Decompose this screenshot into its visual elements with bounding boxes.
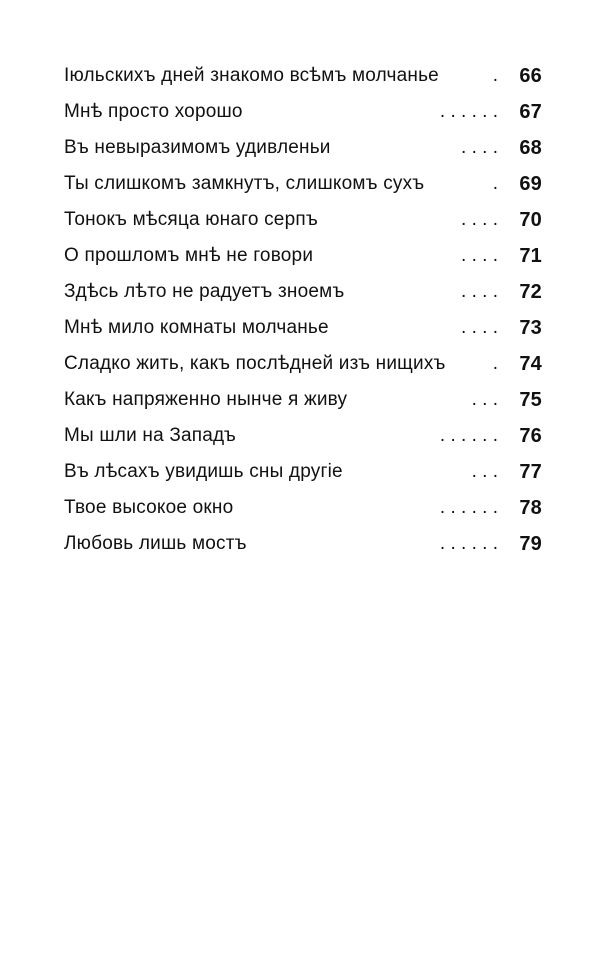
- toc-entry: [64, 310, 542, 346]
- toc-dot-leader: .: [492, 353, 498, 374]
- toc-page-number: 73: [519, 317, 542, 339]
- toc-entry: [64, 490, 542, 526]
- toc-entry: [64, 166, 542, 202]
- toc-dot-leader: .: [492, 65, 498, 86]
- toc-dot-leader: . . . .: [461, 245, 498, 266]
- toc-dot-leader: . . .: [471, 461, 498, 482]
- toc-entry-title: Здѣсь лѣто не радуетъ зноемъ: [64, 281, 345, 302]
- toc-entry: [64, 418, 542, 454]
- toc-entry: [64, 382, 542, 418]
- toc-entry: [64, 454, 542, 490]
- toc-dot-leader: . . . .: [461, 281, 498, 302]
- toc-dot-leader: . . . . . .: [439, 425, 498, 446]
- toc-page-number: 70: [519, 209, 542, 231]
- toc-page-number: 68: [519, 137, 542, 159]
- toc-page-number: 79: [519, 533, 542, 555]
- toc-dot-leader: . . . . . .: [439, 101, 498, 122]
- toc-entry-title: Въ невыразимомъ удивленьи: [64, 137, 331, 158]
- toc-entry: [64, 94, 542, 130]
- toc-entry-title: Въ лѣсахъ увидишь сны другіе: [64, 461, 343, 482]
- toc-dot-leader: . . . . . .: [439, 533, 498, 554]
- toc-entry-title: О прошломъ мнѣ не говори: [64, 245, 314, 266]
- toc-entry-title: Твое высокое окно: [64, 497, 234, 518]
- toc-page-number: 66: [519, 65, 542, 87]
- toc-entry: [64, 274, 542, 310]
- toc-entry-title: Іюльскихъ дней знакомо всѣмъ молчанье: [64, 65, 439, 86]
- toc-page-number: 78: [519, 497, 542, 519]
- toc-page-number: 76: [519, 425, 542, 447]
- toc-entry: [64, 238, 542, 274]
- toc-entry: [64, 58, 542, 94]
- toc-entry-title: Сладко жить, какъ послѣдней изъ нищихъ: [64, 353, 446, 374]
- toc-dot-leader: . . .: [471, 389, 498, 410]
- table-of-contents: [64, 58, 542, 562]
- toc-entry-title: Любовь лишь мостъ: [64, 533, 247, 554]
- toc-entry: [64, 202, 542, 238]
- toc-dot-leader: . . . . . .: [439, 497, 498, 518]
- toc-dot-leader: . . . .: [461, 137, 498, 158]
- toc-dot-leader: .: [492, 173, 498, 194]
- toc-page-number: 69: [519, 173, 542, 195]
- toc-dot-leader: . . . .: [461, 317, 498, 338]
- toc-page-number: 77: [519, 461, 542, 483]
- toc-page-number: 72: [519, 281, 542, 303]
- toc-page-number: 75: [519, 389, 542, 411]
- toc-entry-title: Какъ напряженно нынче я живу: [64, 389, 348, 410]
- toc-page-number: 67: [519, 101, 542, 123]
- toc-entry: [64, 346, 542, 382]
- toc-entry-title: Тонокъ мѣсяца юнаго серпъ: [64, 209, 318, 230]
- toc-entry: [64, 526, 542, 562]
- toc-page-number: 71: [519, 245, 542, 267]
- toc-dot-leader: . . . .: [461, 209, 498, 230]
- toc-page-number: 74: [519, 353, 542, 375]
- toc-entry-title: Ты слишкомъ замкнутъ, слишкомъ сухъ: [64, 173, 425, 194]
- toc-entry-title: Мнѣ мило комнаты молчанье: [64, 317, 329, 338]
- toc-entry-title: Мы шли на Западъ: [64, 425, 236, 446]
- toc-entry: [64, 130, 542, 166]
- toc-entry-title: Мнѣ просто хорошо: [64, 101, 243, 122]
